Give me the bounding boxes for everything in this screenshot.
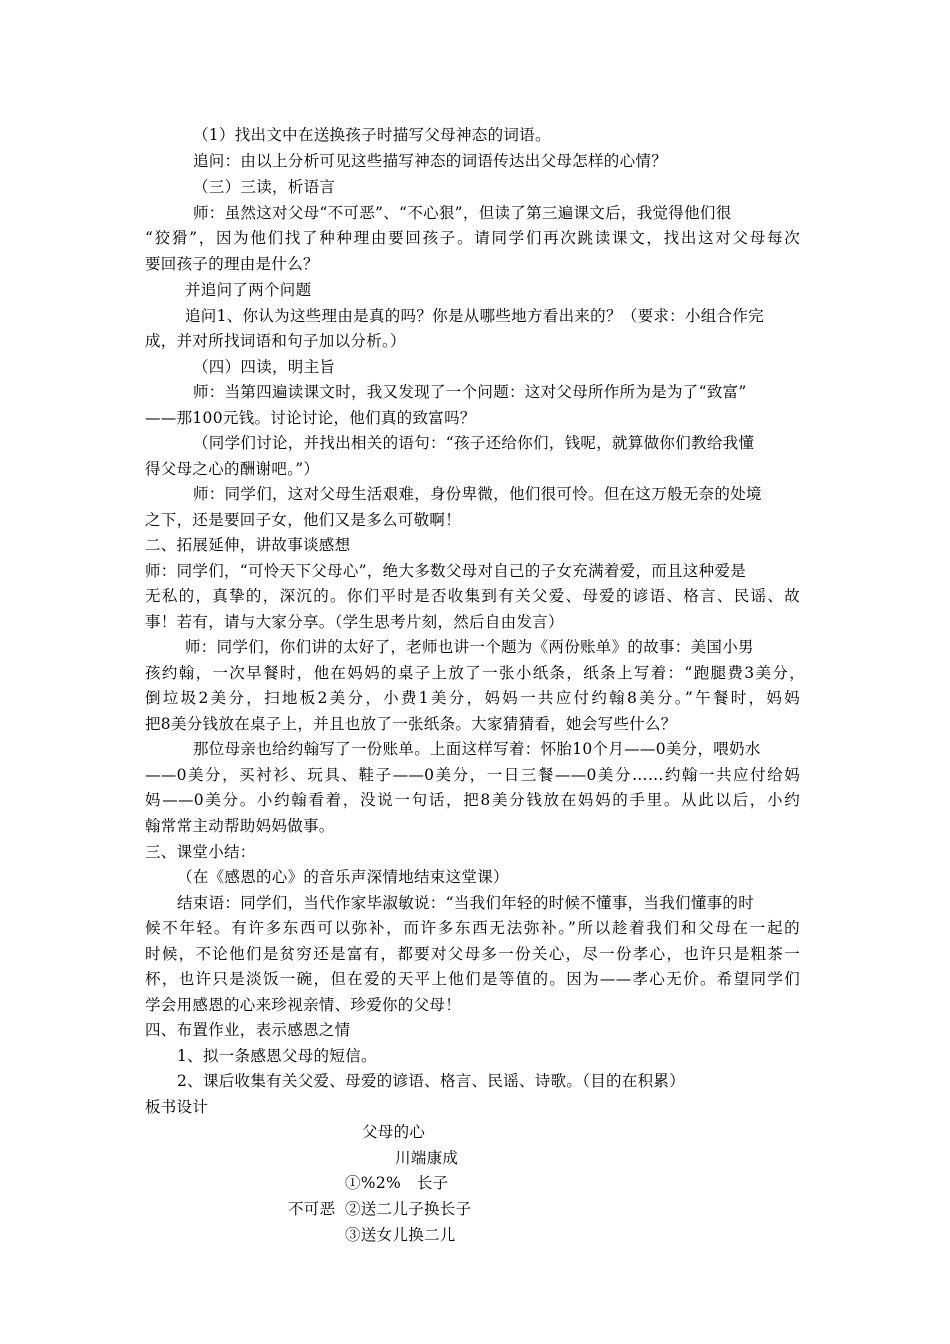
text-line: 把8美分钱放在桌子上，并且也放了一张纸条。大家猜猜看，她会写些什么？ <box>145 715 677 733</box>
text-line: 时候，不论他们是贫穷还是富有，都要对父母多一份关心，尽一份孝心，也许只是粗茶一 <box>145 945 800 963</box>
text-line: 杯，也许只是淡饭一碗，但在爱的天平上他们是等值的。因为——孝心无价。希望同学们 <box>145 970 800 988</box>
text-line: ——那100元钱。讨论讨论，他们真的致富吗？ <box>145 409 476 427</box>
section-heading: 板书设计 <box>145 1098 209 1116</box>
text-line: 师：同学们，你们讲的太好了，老师也讲一个题为《两份账单》的故事：美国小男 <box>185 638 754 656</box>
text-line: 并追问了两个问题 <box>185 281 312 299</box>
text-line: 孩约翰，一次早餐时，他在妈妈的桌子上放了一张小纸条，纸条上写着：“跑腿费3美分， <box>145 664 805 682</box>
board-author: 川端康成 <box>395 1149 459 1167</box>
text-line: 追问：由以上分析可见这些描写神态的词语传达出父母怎样的心情？ <box>193 152 668 170</box>
text-line: 翰常常主动帮助妈妈做事。 <box>145 817 335 835</box>
text-line: 学会用感恩的心来珍视亲情、珍爱你的父母！ <box>145 996 462 1014</box>
text-line: 师：虽然这对父母“不可恶”、“不心狠”，但读了第三遍课文后，我觉得他们很 <box>193 204 732 222</box>
text-line: 之下，还是要回子女，他们又是多么可敬啊！ <box>145 511 462 529</box>
text-line: 倒垃圾2美分，扫地板2美分，小费1美分，妈妈一共应付约翰8美分。”午餐时，妈妈 <box>145 689 800 707</box>
text-line: （1）找出文中在送换孩子时描写父母神态的词语。 <box>193 126 551 144</box>
text-line: 追问1、你认为这些理由是真的吗？你是从哪些地方看出来的？（要求：小组合作完 <box>185 307 764 325</box>
text-line: 2、课后收集有关父爱、母爱的谚语、格言、民谣、诗歌。（目的在积累） <box>177 1072 686 1090</box>
section-heading: 四、布置作业，表示感恩之情 <box>145 1021 351 1039</box>
text-line: 1、拟一条感恩父母的短信。 <box>177 1047 377 1065</box>
text-line: 师：同学们，这对父母生活艰难，身份卑微，他们很可怜。但在这万般无奈的处境 <box>193 485 762 503</box>
board-title: 父母的心 <box>362 1123 426 1141</box>
section-heading: （三）三读，析语言 <box>193 178 336 196</box>
board-item: ③送女儿换二儿 <box>345 1226 456 1244</box>
board-label: 不可恶 <box>288 1200 336 1218</box>
text-line: 那位母亲也给约翰写了一份账单。上面这样写着：怀胎10个月——0美分，喂奶水 <box>193 740 761 758</box>
board-item: ②送二儿子换长子 <box>345 1200 472 1218</box>
text-line: ——0美分，买衬衫、玩具、鞋子——0美分，一日三餐——0美分……约翰一共应付给妈 <box>145 766 800 784</box>
text-line: 师：当第四遍读课文时，我又发现了一个问题：这对父母所作所为是为了“致富” <box>193 383 747 401</box>
text-line: 要回孩子的理由是什么？ <box>145 255 319 273</box>
text-line: “狡猾”，因为他们找了种种理由要回孩子。请同学们再次跳读课文，找出这对父母每次 <box>145 229 800 247</box>
text-line: 无私的，真挚的，深沉的。你们平时是否收集到有关父爱、母爱的谚语、格言、民谣、故 <box>145 587 800 605</box>
text-line: （同学们讨论，并找出相关的语句：“孩子还给你们，钱呢，就算做你们教给我懂 <box>193 434 755 452</box>
board-item: ①%2% 长子 <box>345 1174 449 1192</box>
text-line: （在《感恩的心》的音乐声深情地结束这堂课） <box>177 868 509 886</box>
text-line: 妈——0美分。小约翰看着，没说一句话，把8美分钱放在妈妈的手里。从此以后，小约 <box>145 791 800 809</box>
text-line: 得父母之心的酬谢吧。”） <box>145 460 320 478</box>
text-line: 候不年轻。有许多东西可以弥补，而许多东西无法弥补。”所以趁着我们和父母在一起的 <box>145 919 800 937</box>
text-line: 结束语：同学们，当代作家毕淑敏说：“当我们年轻的时候不懂事，当我们懂事的时 <box>177 894 755 912</box>
section-heading: （四）四读，明主旨 <box>193 358 336 376</box>
section-heading: 三、课堂小结： <box>145 843 256 861</box>
section-heading: 二、拓展延伸，讲故事谈感想 <box>145 536 351 554</box>
text-line: 成，并对所找词语和句子加以分析。） <box>145 332 406 350</box>
text-line: 师：同学们，“可怜天下父母心”，绝大多数父母对自己的子女充满着爱，而且这种爱是 <box>145 562 747 580</box>
text-line: 事！若有，请与大家分享。（学生思考片刻，然后自由发言） <box>145 613 564 631</box>
